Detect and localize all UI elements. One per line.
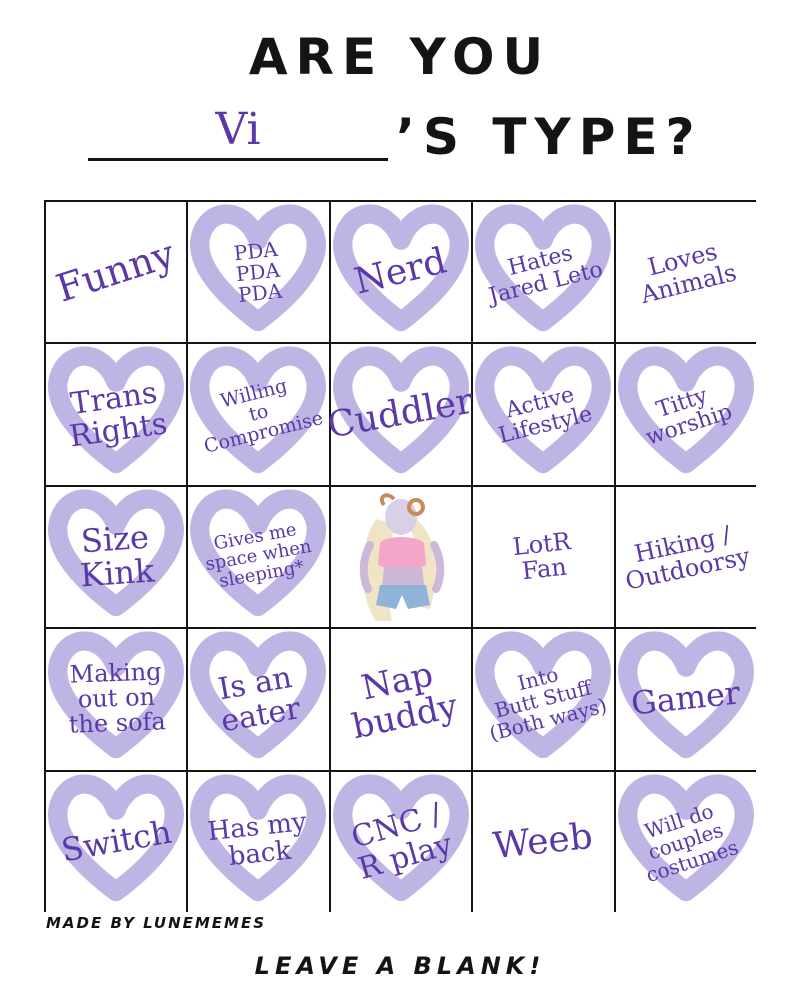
bingo-cell-label: Into Butt Stuff (Both ways)	[486, 661, 610, 746]
bingo-cell-label: Willing to Compromise	[201, 375, 325, 459]
bingo-cell-label: Loves Animals	[637, 237, 740, 310]
bingo-cell[interactable]	[330, 771, 472, 913]
bingo-cell[interactable]	[615, 343, 757, 485]
credit-text: MADE BY LUNEMEMES	[46, 914, 267, 932]
bingo-board	[44, 200, 756, 912]
bingo-cell[interactable]	[45, 343, 187, 485]
bingo-cell-label: Hates Jared Leto	[486, 240, 606, 310]
bingo-cell-label: Gives me space when sleeping*	[203, 519, 313, 593]
bingo-cell[interactable]	[187, 343, 329, 485]
bingo-cell-label: Weeb	[491, 815, 595, 867]
bingo-cell-label: Nerd	[350, 240, 451, 303]
bingo-cell[interactable]	[45, 628, 187, 770]
footer-text: LEAVE A BLANK!	[254, 952, 546, 980]
bingo-cell[interactable]	[472, 486, 614, 628]
bingo-cell-label: Gamer	[629, 673, 742, 723]
bingo-cell[interactable]	[45, 486, 187, 628]
bingo-cell-label: Cuddler	[324, 381, 477, 447]
bingo-cell-label: Size Kink	[78, 517, 156, 595]
bingo-cell[interactable]	[472, 201, 614, 343]
character-illustration-icon	[346, 489, 456, 625]
bingo-cell-label: Active Lifestyle	[496, 382, 596, 450]
name-field[interactable]: Vi	[215, 104, 261, 155]
bingo-cell[interactable]	[330, 201, 472, 343]
bingo-cell-label: Is an eater	[216, 659, 304, 739]
bingo-cell-label: LotR Fan	[511, 526, 573, 585]
bingo-cell[interactable]	[187, 771, 329, 913]
bingo-cell[interactable]	[615, 486, 757, 628]
bingo-cell[interactable]	[330, 486, 472, 628]
bingo-cell[interactable]	[187, 628, 329, 770]
title-line-1: ARE YOU	[248, 28, 552, 86]
bingo-cell[interactable]	[187, 486, 329, 628]
bingo-cell-label: Making out on the sofa	[67, 657, 166, 740]
bingo-cell-label: Hiking / Outdoorsy	[623, 520, 753, 596]
bingo-cell[interactable]	[615, 201, 757, 343]
bingo-cell-label: Funny	[51, 231, 181, 311]
bingo-cell-label: Nap buddy	[348, 653, 461, 747]
bingo-cell[interactable]	[472, 343, 614, 485]
bingo-cell-label: Titty worship	[642, 383, 736, 451]
bingo-cell-label: CNC / R play	[347, 796, 456, 887]
bingo-cell[interactable]	[615, 628, 757, 770]
bingo-cell[interactable]	[472, 771, 614, 913]
bingo-cell-label: Trans Rights	[67, 375, 170, 454]
bingo-cell[interactable]	[187, 201, 329, 343]
bingo-cell-label: PDA PDA PDA	[233, 236, 284, 307]
bingo-cell[interactable]	[324, 343, 477, 485]
bingo-cell[interactable]	[45, 771, 187, 913]
bingo-cell-label: Switch	[57, 812, 174, 870]
bingo-cell[interactable]	[472, 628, 614, 770]
title-line-2: ’S TYPE?	[396, 108, 703, 166]
bingo-cell-label: Has my back	[206, 807, 308, 873]
name-blank-line	[88, 158, 388, 161]
bingo-cell[interactable]	[615, 771, 757, 913]
bingo-cell[interactable]	[45, 201, 187, 343]
bingo-cell[interactable]	[330, 628, 472, 770]
bingo-cell-label: Will do couples costumes	[641, 798, 742, 888]
